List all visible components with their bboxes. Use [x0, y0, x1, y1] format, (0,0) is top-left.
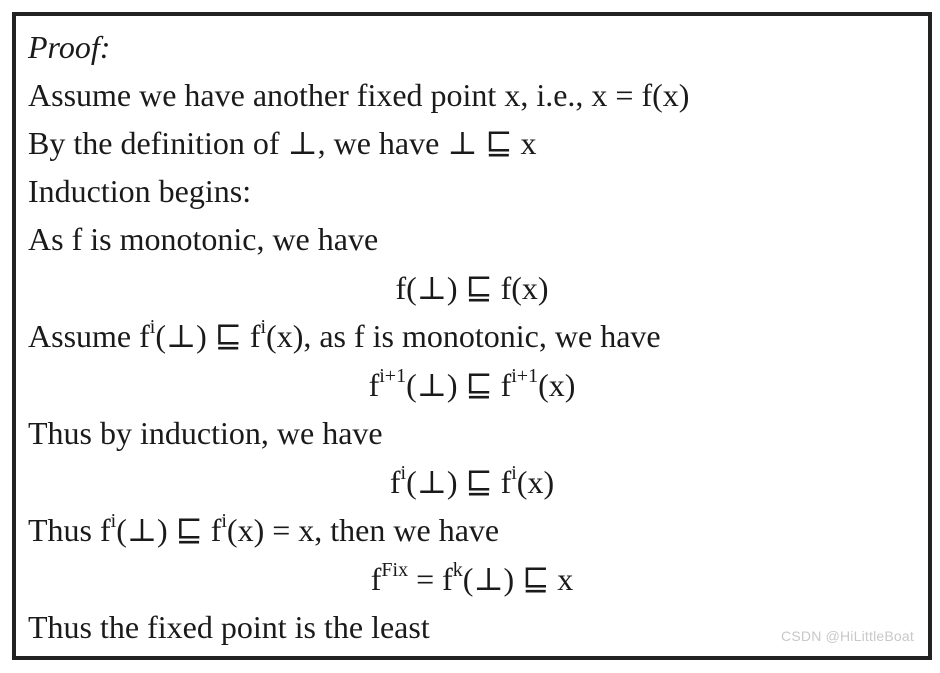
superscript: i	[260, 316, 267, 339]
superscript: k	[452, 559, 463, 582]
proof-line-equals-x	[28, 510, 499, 550]
text-fragment: (⊥) ⊑ x	[462, 561, 574, 597]
superscript: i	[400, 462, 407, 485]
text-fragment: (x) = x, then we have	[226, 512, 500, 548]
equation-base-case: f(⊥) ⊑ f(x)	[395, 270, 549, 306]
equation-fixed-point	[16, 559, 928, 599]
watermark: CSDN @HiLittleBoat	[781, 628, 914, 644]
proof-line-inductive-hypothesis	[28, 316, 661, 356]
text-fragment: (⊥) ⊑ f	[116, 512, 222, 548]
proof-box	[12, 12, 932, 660]
proof-line-by-induction: Thus by induction, we have	[28, 415, 383, 451]
proof-line-definition-bottom: By the definition of ⊥, we have ⊥ ⊑ x	[28, 125, 537, 161]
text-fragment: (x)	[516, 464, 555, 500]
text-fragment: (⊥) ⊑ f	[155, 318, 261, 354]
superscript: i+1	[511, 365, 539, 388]
text-fragment: f	[370, 561, 382, 597]
text-fragment: f	[389, 464, 401, 500]
proof-heading: Proof:	[28, 29, 111, 65]
text-fragment: = f	[408, 561, 453, 597]
text-fragment: Assume f	[28, 318, 150, 354]
text-fragment: (⊥) ⊑ f	[406, 367, 512, 403]
superscript: i	[110, 510, 117, 533]
superscript: Fix	[381, 559, 409, 582]
proof-line-assume-fixed-point: Assume we have another fixed point x, i.e., x = f(x)	[28, 77, 690, 113]
equation-general-case	[16, 462, 928, 502]
text-fragment: f	[368, 367, 380, 403]
superscript: i	[221, 510, 227, 533]
text-fragment: (x)	[538, 367, 576, 403]
superscript: i+1	[379, 365, 407, 388]
proof-line-induction-begins: Induction begins:	[28, 173, 252, 209]
equation-inductive-step	[16, 365, 928, 405]
text-fragment: (x), as f is monotonic, we have	[266, 318, 661, 354]
superscript: i	[511, 462, 517, 485]
superscript: i	[149, 316, 156, 339]
proof-line-monotonic: As f is monotonic, we have	[28, 221, 379, 257]
text-fragment: Thus f	[28, 512, 111, 548]
proof-line-conclusion: Thus the fixed point is the least	[28, 609, 430, 645]
text-fragment: (⊥) ⊑ f	[406, 464, 512, 500]
